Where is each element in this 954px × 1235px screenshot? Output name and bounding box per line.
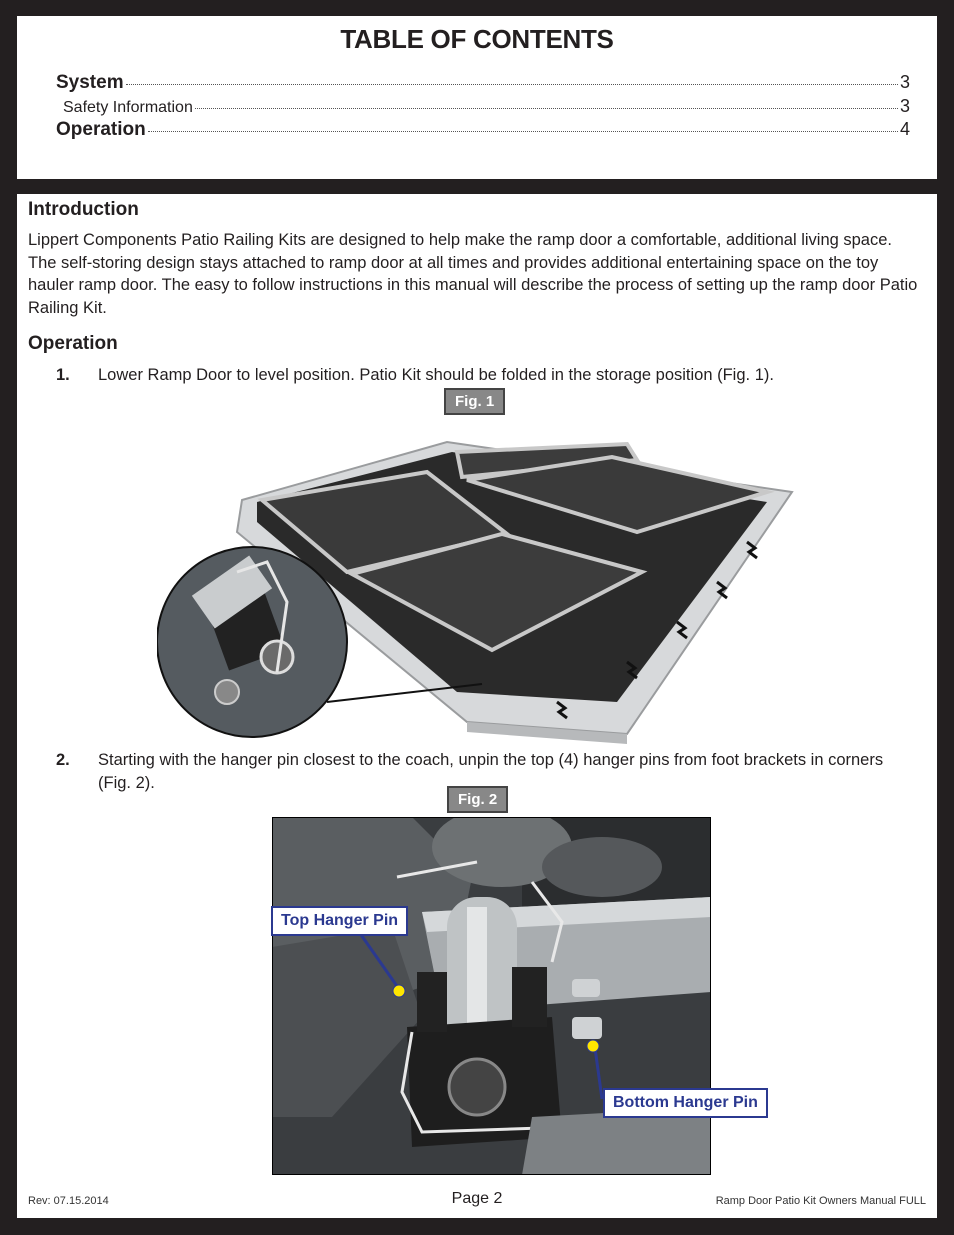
toc-page-number: 3 [899, 96, 910, 116]
step-1 [28, 364, 897, 387]
toc-entry-system[interactable] [56, 72, 910, 94]
main-content-panel [17, 194, 937, 1218]
top-hanger-pin-marker [393, 985, 405, 997]
step-number: 2. [56, 751, 70, 769]
top-hanger-pin-callout: Top Hanger Pin [271, 906, 408, 936]
toc-entry-operation[interactable] [56, 119, 910, 141]
toc-entry-safety-information[interactable] [63, 96, 910, 117]
operation-heading: Operation [28, 333, 118, 354]
step-number: 1. [56, 366, 70, 384]
toc-leader-dots [195, 108, 898, 109]
toc-title: TABLE OF CONTENTS [340, 24, 614, 54]
toc-leader-dots [126, 84, 898, 85]
figure-2-image [272, 817, 711, 1175]
toc-leader-dots [148, 131, 898, 132]
toc-panel [17, 16, 937, 179]
toc-page-number: 3 [899, 72, 910, 92]
footer-page-number: Page 2 [451, 1190, 503, 1207]
toc-entry-label: Operation [56, 119, 146, 140]
figure-1-label: Fig. 1 [444, 388, 505, 415]
figure-1-image [157, 422, 797, 744]
figure-2-label: Fig. 2 [447, 786, 508, 813]
toc-entry-label: System [56, 72, 124, 93]
bottom-hanger-pin-marker [587, 1040, 599, 1052]
footer-revision: Rev: 07.15.2014 [28, 1195, 109, 1207]
toc-entry-label: Safety Information [63, 99, 193, 116]
introduction-body: Lippert Components Patio Railing Kits are designed to help make the ramp door a comfortable, additional living space. The self-storing design stays attached to ramp door at all times and provides additional entertaining space on the toy hauler ramp door. The easy to follow instructions in this manual will describe the process of setting up the ramp door Patio Railing Kit. [28, 231, 918, 317]
bottom-hanger-pin-callout: Bottom Hanger Pin [603, 1088, 768, 1118]
introduction-heading: Introduction [28, 199, 139, 220]
footer-document-title: Ramp Door Patio Kit Owners Manual FULL [715, 1195, 926, 1207]
toc-page-number: 4 [899, 119, 910, 139]
step-text: Starting with the hanger pin closest to the coach, unpin the top (4) hanger pins from foot brackets in corners (Fig. 2). [98, 751, 884, 792]
step-text: Lower Ramp Door to level position. Patio Kit should be folded in the storage position (Fig. 1). [98, 366, 774, 384]
